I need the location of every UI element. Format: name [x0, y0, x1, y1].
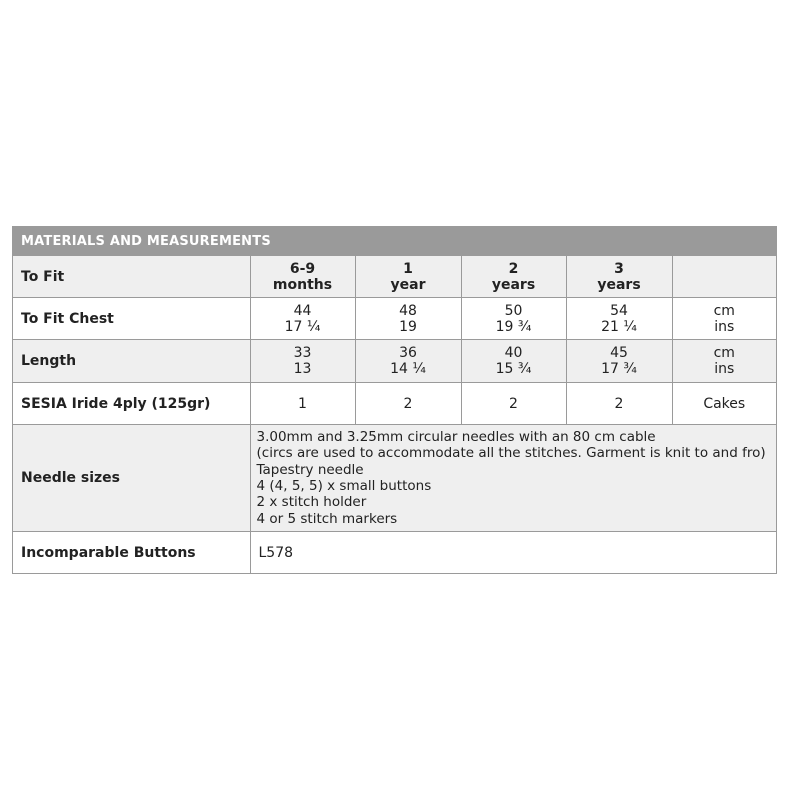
needle-line: 4 (4, 5, 5) x small buttons: [256, 478, 432, 494]
table-cell: 33 13: [250, 340, 355, 383]
row-label-yarn: SESIA Iride 4ply (125gr): [13, 383, 250, 425]
table-title: MATERIALS AND MEASUREMENTS: [13, 227, 776, 256]
table-cell: 54 21 ¼: [566, 298, 672, 340]
row-label-chest: To Fit Chest: [13, 298, 250, 340]
buttons-code: L578: [250, 532, 776, 574]
needle-notes: [250, 425, 776, 532]
needle-line: Tapestry needle: [256, 461, 364, 478]
row-label-needles: Needle sizes: [13, 425, 250, 532]
unit-cell: Cakes: [672, 383, 776, 425]
table-cell: 2: [355, 383, 461, 425]
size-header: 2 years: [461, 256, 566, 298]
size-header: 1 year: [355, 256, 461, 298]
table-row: [13, 298, 776, 340]
table-row: [13, 532, 776, 574]
needle-line: (circs are used to accommodate all the stitches. Garment is knit to and fro): [256, 445, 766, 462]
row-label-buttons: Incomparable Buttons: [13, 532, 250, 574]
size-header: 6-9 months: [250, 256, 355, 298]
table-cell: 2: [566, 383, 672, 425]
table-row: [13, 383, 776, 425]
needle-line: 4 or 5 stitch markers: [256, 510, 398, 527]
size-header: 3 years: [566, 256, 672, 298]
needle-line: 3.00mm and 3.25mm circular needles with an 80 cm cable: [256, 429, 656, 446]
table-cell: 36 14 ¼: [355, 340, 461, 383]
table-cell: 1: [250, 383, 355, 425]
table-row: [13, 425, 776, 532]
materials-table: [12, 226, 777, 574]
unit-cell: cm ins: [672, 340, 776, 383]
table-cell: 48 19: [355, 298, 461, 340]
table-cell: 45 17 ¾: [566, 340, 672, 383]
unit-header-empty: [672, 256, 776, 298]
table-cell: 40 15 ¾: [461, 340, 566, 383]
measurements-grid: [13, 256, 776, 573]
table-cell: 50 19 ¾: [461, 298, 566, 340]
table-cell: 2: [461, 383, 566, 425]
table-row: [13, 256, 776, 298]
row-label-to-fit: To Fit: [13, 256, 250, 298]
row-label-length: Length: [13, 340, 250, 383]
needle-line: 2 x stitch holder: [256, 494, 367, 511]
table-cell: 44 17 ¼: [250, 298, 355, 340]
unit-cell: cm ins: [672, 298, 776, 340]
table-row: [13, 340, 776, 383]
